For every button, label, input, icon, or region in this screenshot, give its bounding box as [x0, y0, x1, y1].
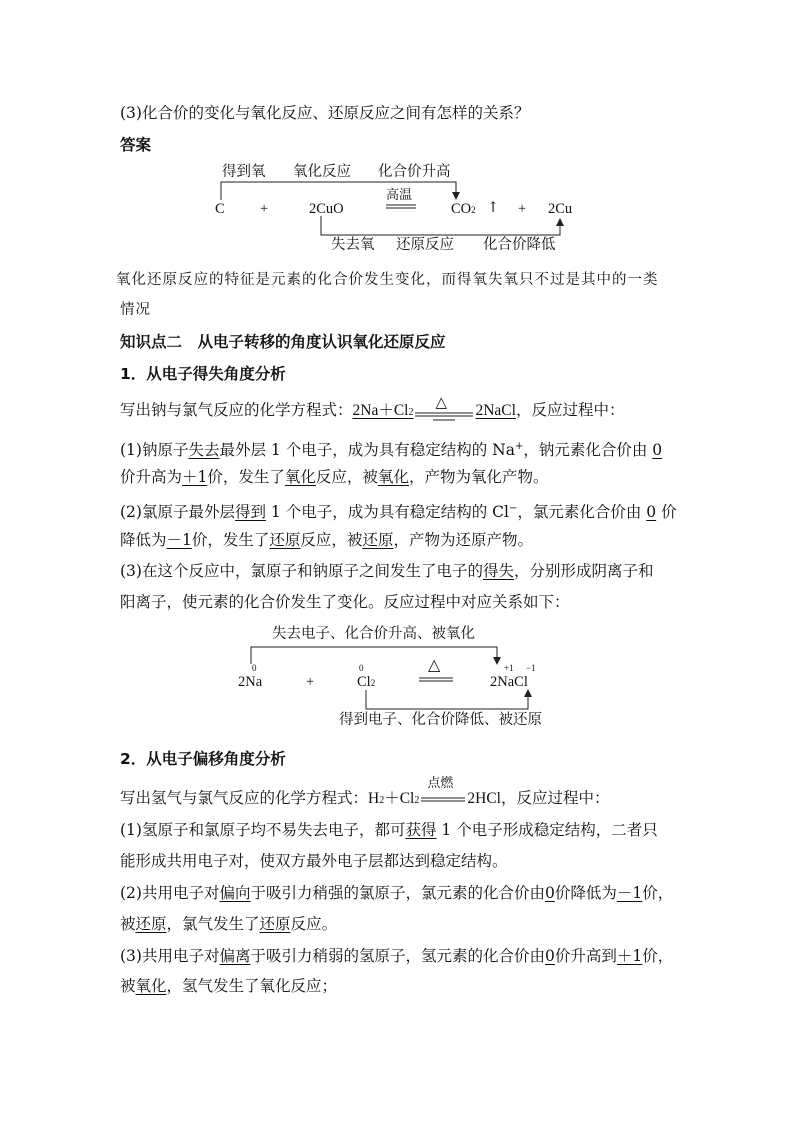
question-3: (3)化合价的变化与氧化反应、还原反应之间有怎样的关系？ — [120, 104, 530, 122]
eq-left: 2Na＋Cl2 — [352, 402, 414, 419]
d1-top-2: 氧化反应 — [293, 164, 351, 180]
d1-plus-1: + — [260, 201, 269, 217]
eq2-condition: 点燃 — [427, 776, 454, 791]
h-paragraph-2-line-2: 被还原，氯气发生了还原反应。 — [120, 915, 338, 933]
d2-na-valence: 0 — [252, 663, 257, 673]
na-cl-equation-line: 写出钠与氯气反应的化学方程式：2Na＋Cl2 △ 2NaCl，反应过程中： — [120, 398, 624, 424]
d2-cl-valence: 0 — [359, 663, 364, 673]
d2-top-label: 失去电子、化合价升高、被氧化 — [272, 626, 475, 642]
d2-condition: △ — [428, 655, 441, 674]
d2-cl2: Cl2 — [357, 674, 376, 690]
d2-na: 2Na — [238, 674, 263, 690]
d2-nacl: 2NaCl — [490, 674, 528, 690]
d1-cuo: 2CuO — [309, 201, 344, 217]
d1-bottom-2: 还原反应 — [396, 237, 454, 253]
paragraph-3-line-2: 阳离子，使元素的化合价发生了变化。反应过程中对应关系如下： — [120, 593, 570, 611]
section-2-title: 知识点二 从电子转移的角度认识氧化还原反应 — [120, 333, 446, 351]
paragraph-1-line-1: (1)钠原子失去最外层 1 个电子，成为具有稳定结构的 Na+，钠元素化合价由 0 — [120, 441, 663, 460]
d2-cl-minus1: −1 — [526, 663, 536, 673]
d1-co2: CO2 — [451, 201, 476, 217]
d1-bottom-1: 失去氧 — [331, 237, 375, 253]
d2-na-plus1: +1 — [504, 663, 514, 673]
note-line-1: 氧化还原反应的特征是元素的化合价发生变化，而得氧失氧只不过是其中的一类 — [116, 272, 659, 288]
h-paragraph-3-line-1: (3)共用电子对偏离于吸引力稍弱的氢原子，氢元素的化合价由0价升高到＋1价， — [120, 947, 674, 965]
d1-top-3: 化合价升高 — [378, 164, 451, 180]
answer-label: 答案 — [120, 136, 152, 154]
paragraph-2-line-2: 降低为－1价，发生了还原反应，被还原，产物为还原产物。 — [120, 531, 533, 549]
h-paragraph-2-line-1: (2)共用电子对偏向于吸引力稍强的氯原子，氯元素的化合价由0价降低为－1价， — [120, 884, 674, 902]
d1-bottom-3: 化合价降低 — [483, 237, 556, 253]
paragraph-3-line-1: (3)在这个反应中，氯原子和钠原子之间发生了电子的得失，分别形成阴离子和 — [120, 562, 654, 580]
h-paragraph-3-line-2: 被氧化，氢气发生了氧化反应； — [120, 977, 338, 995]
d1-c: C — [215, 201, 225, 217]
d1-top-1: 得到氧 — [222, 164, 266, 180]
d1-condition: 高温 — [386, 188, 413, 203]
d1-cu: 2Cu — [548, 201, 573, 217]
d2-plus: + — [306, 674, 315, 690]
h-paragraph-1-line-2: 能形成共用电子对，使双方最外电子层都达到稳定结构。 — [120, 852, 508, 870]
subsection-2-title: 2．从电子偏移角度分析 — [120, 750, 286, 768]
note-line-2: 情况 — [120, 302, 151, 318]
subsection-1-title: 1．从电子得失角度分析 — [120, 365, 286, 383]
gas-arrow-icon: ↑ — [487, 200, 500, 216]
d1-plus-2: + — [518, 201, 527, 217]
h-paragraph-1-line-1: (1)氢原子和氯原子均不易失去电子，都可获得 1 个电子形成稳定结构，二者只 — [120, 821, 658, 839]
eq-condition: △ — [435, 393, 448, 411]
paragraph-2-line-1: (2)氯原子最外层得到 1 个电子，成为具有稳定结构的 Cl−，氯元素化合价由 0 价 — [120, 503, 677, 522]
d2-bottom-label: 得到电子、化合价降低、被还原 — [339, 712, 542, 728]
h-cl-equation-line: 写出氢气与氯气反应的化学方程式：H2＋Cl2 点燃 2HCl，反应过程中： — [120, 786, 609, 812]
paragraph-1-line-2: 价升高为＋1价，发生了氧化反应，被氧化，产物为氧化产物。 — [120, 468, 549, 486]
